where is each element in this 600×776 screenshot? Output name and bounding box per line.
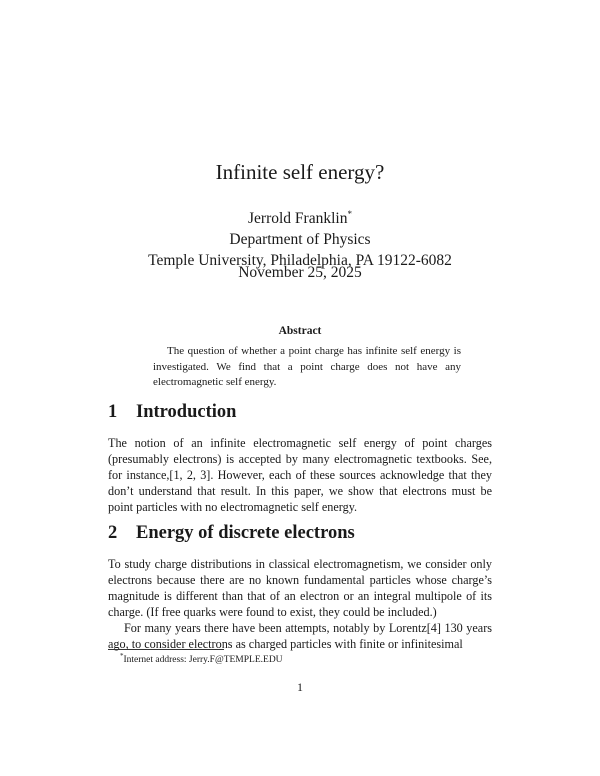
section-title: Introduction <box>136 402 237 422</box>
author-footnote-mark: * <box>347 209 352 219</box>
introduction-body <box>108 435 492 515</box>
author-block <box>0 204 600 271</box>
abstract-heading: Abstract <box>278 325 322 337</box>
section-number: 1 <box>108 402 118 422</box>
section-title: Energy of discrete electrons <box>136 523 355 543</box>
paragraph: To study charge distributions in classical electromagnetism, we consider only electrons because there are no known fundamental particles whose charge’s magnitude is different than that of an electron or an integral multipole of its charge. (If free quarks were found to exist, they could be included.) <box>108 557 492 619</box>
footnote <box>120 652 283 665</box>
paper-title: Infinite self energy? <box>215 160 385 184</box>
footnote-text: Internet address: Jerry.F@TEMPLE.EDU <box>123 655 283 665</box>
section-heading-energy <box>108 523 355 544</box>
abstract-text: The question of whether a point charge has infinite self energy is investigated. We find that a point charge does not have any electromagnetic self energy. <box>153 345 461 388</box>
footnote-rule <box>108 649 224 650</box>
paragraph: The notion of an infinite electromagnetic self energy of point charges (presumably electrons) is accepted by many electromagnetic textbooks. See, for instance,[1, 2, 3]. However, each of these sources acknowledge that they don’t understand that result. In this paper, we show that electrons must be point particles with no electromagnetic self energy. <box>108 436 492 514</box>
footnote-mark: * <box>120 652 124 660</box>
author-department: Department of Physics <box>229 231 371 248</box>
author-affiliation: Temple University, Philadelphia, PA 19122-6082 <box>148 252 452 269</box>
author-name-line <box>0 204 600 229</box>
energy-section-body <box>108 556 492 652</box>
paper-date: November 25, 2025 <box>238 264 362 281</box>
author-name: Jerrold Franklin <box>248 210 348 227</box>
section-number: 2 <box>108 523 118 543</box>
abstract-body <box>153 344 461 391</box>
page-number: 1 <box>297 680 303 694</box>
section-heading-introduction <box>108 402 236 423</box>
paragraph: For many years there have been attempts, notably by Lorentz[4] 130 years ago, to consider electrons as charged particles with finite or infinitesimal <box>108 621 492 651</box>
